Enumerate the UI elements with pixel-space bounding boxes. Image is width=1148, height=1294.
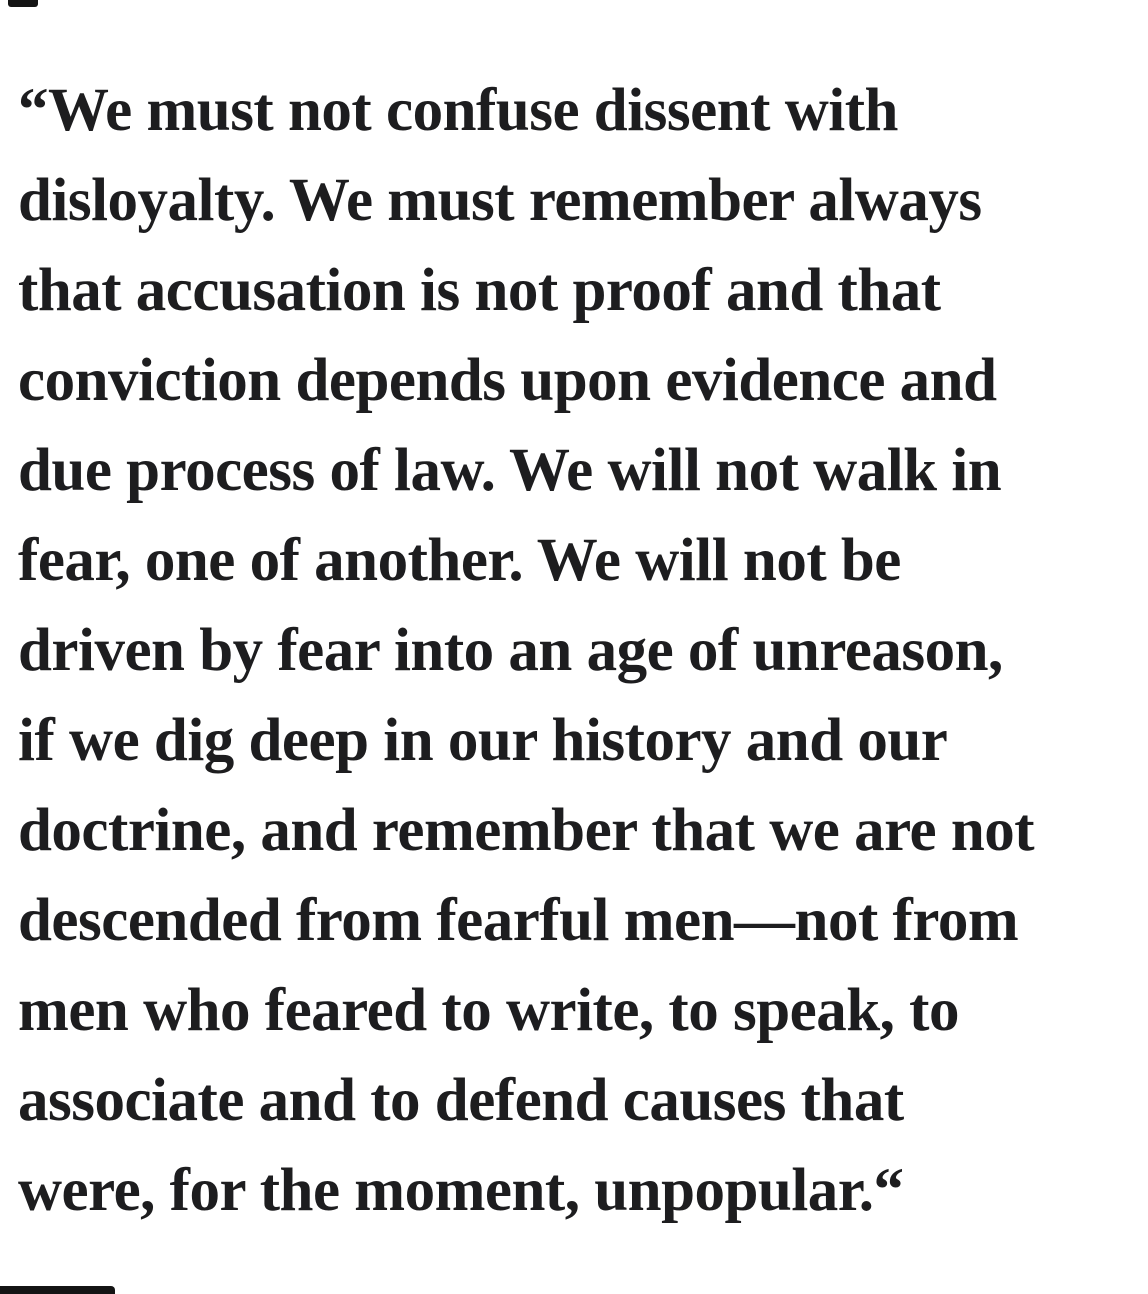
quote-line: associate and to defend causes that: [18, 1067, 904, 1134]
quote-line: were, for the moment, unpopular.“: [18, 1157, 904, 1224]
cropped-glyph-artifact-bottom: [0, 1286, 115, 1294]
quote-line: that accusation is not proof and that: [18, 257, 941, 324]
quote-line: if we dig deep in our history and our: [18, 707, 948, 774]
quote-line: conviction depends upon evidence and: [18, 347, 997, 414]
quote-line: due process of law. We will not walk in: [18, 437, 1002, 504]
quote-line: driven by fear into an age of unreason,: [18, 617, 1003, 684]
quote-line: “We must not confuse dissent with: [18, 77, 898, 144]
quote-line: men who feared to write, to speak, to: [18, 977, 959, 1044]
quote-line: doctrine, and remember that we are not: [18, 797, 1035, 864]
quote-block: [18, 66, 1148, 1236]
quote-line: fear, one of another. We will not be: [18, 527, 901, 594]
cropped-glyph-artifact-top: [8, 0, 38, 7]
quote-line: descended from fearful men—not from: [18, 887, 1019, 954]
quote-line: disloyalty. We must remember always: [18, 167, 982, 234]
